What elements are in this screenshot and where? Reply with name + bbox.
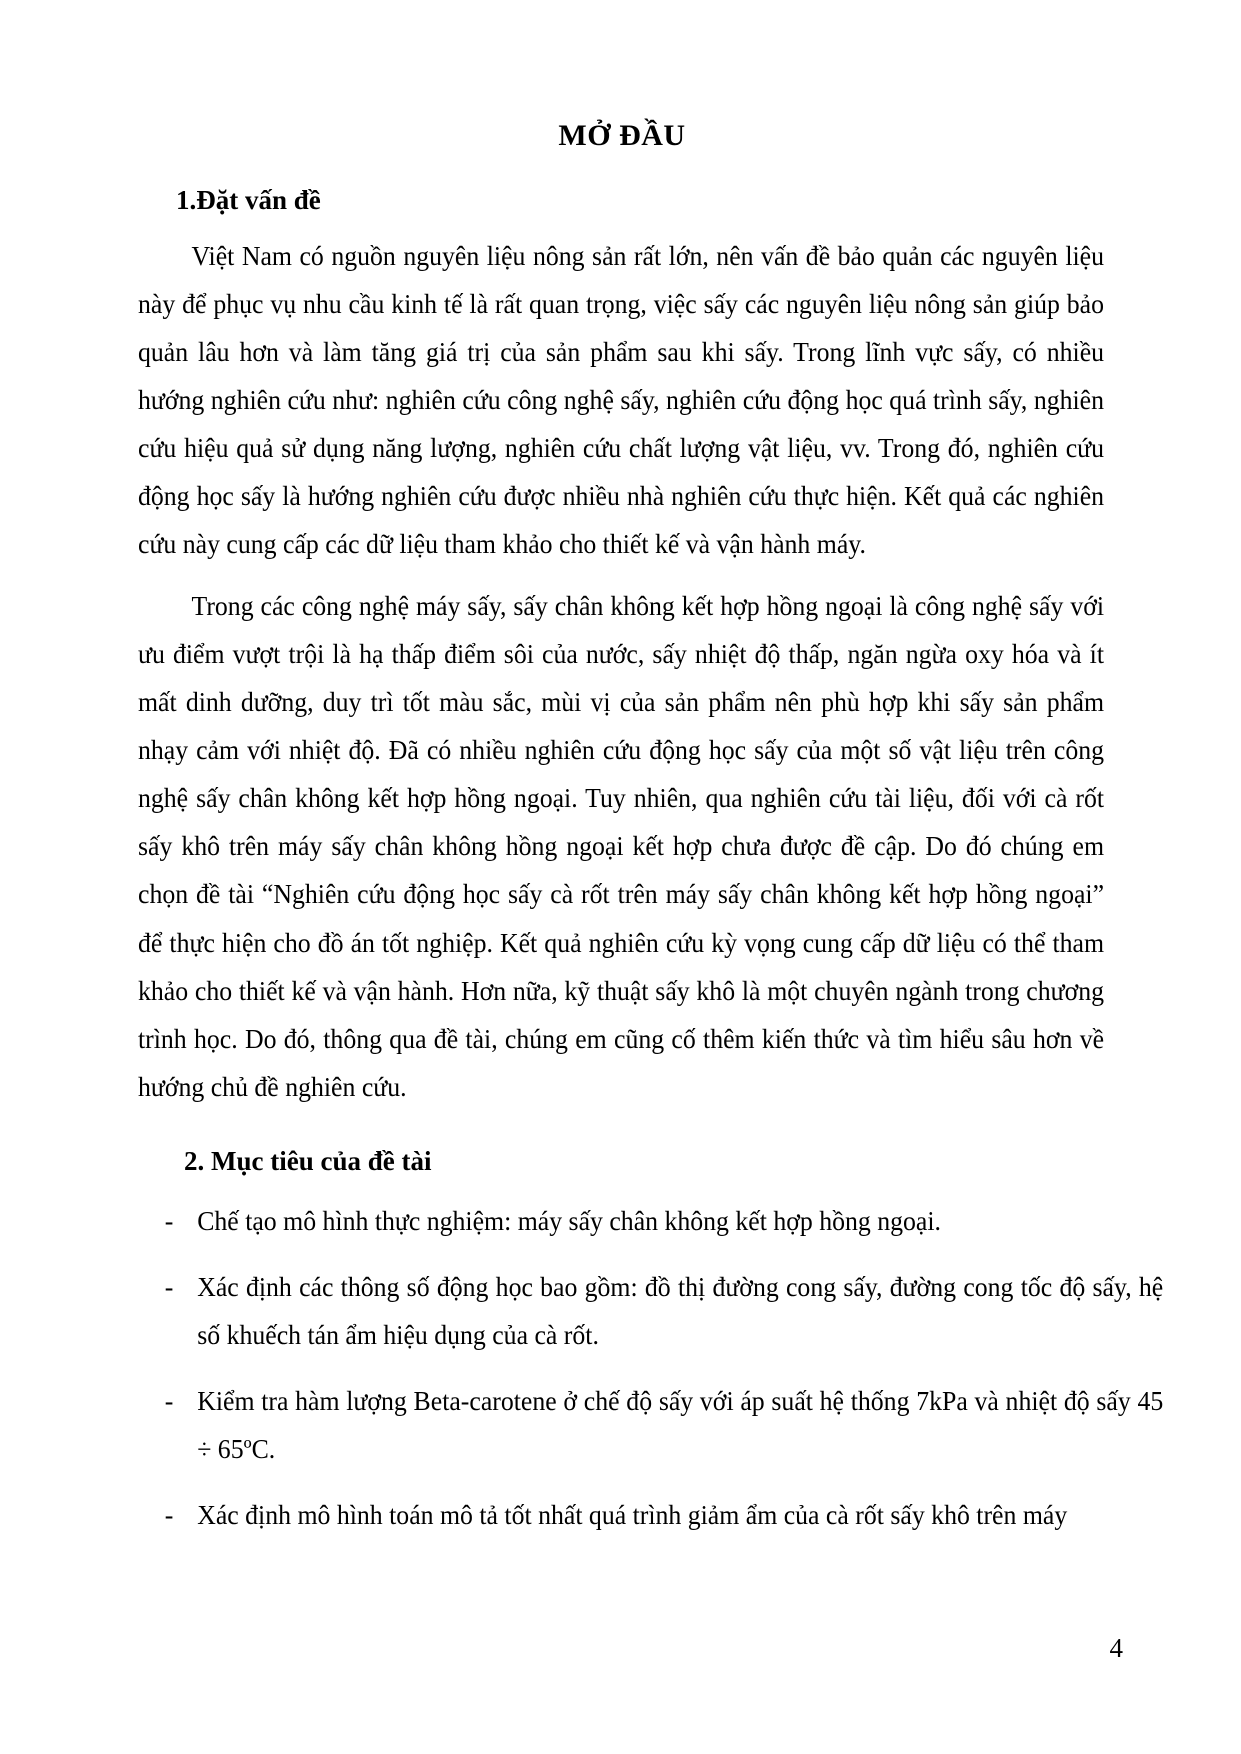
section-heading-problem-statement: 1.Đặt vấn đề xyxy=(176,185,321,215)
bullet-dash-icon: - xyxy=(164,1205,174,1236)
list-item xyxy=(138,1377,1163,1473)
bullet-dash-icon: - xyxy=(164,1271,174,1302)
page-title: MỞ ĐẦU xyxy=(558,119,686,152)
page-number: 4 xyxy=(1109,1633,1123,1663)
list-item xyxy=(138,1491,1163,1539)
bullet-dash-icon: - xyxy=(164,1499,174,1530)
bullet-dash-icon: - xyxy=(164,1385,174,1416)
page-content xyxy=(138,118,1164,1557)
section-heading-objectives: 2. Mục tiêu của đề tài xyxy=(184,1145,432,1176)
paragraph-2: Trong các công nghệ máy sấy, sấy chân không kết hợp hồng ngoại là công nghệ sấy với ưu điểm vượt trội là hạ thấp điểm sôi của nước, sấy nhiệt độ thấp, ngăn ngừa oxy hóa và ít mất dinh dưỡng, duy trì tốt màu sắc, mùi vị của sản phẩm nên phù hợp khi sấy sản phẩm nhạy cảm với nhiệt độ. Đã có nhiều nghiên cứu động học sấy của một số vật liệu trên công nghệ sấy chân không kết hợp hồng ngoại. Tuy nhiên, qua nghiên cứu tài liệu, đối với cà rốt sấy khô trên máy sấy chân không hồng ngoại kết hợp chưa được đề cập. Do đó chúng em chọn đề tài “Nghiên cứu động học sấy cà rốt trên máy sấy chân không kết hợp hồng ngoại” để thực hiện cho đồ án tốt nghiệp. Kết quả nghiên cứu kỳ vọng cung cấp dữ liệu có thể tham khảo cho thiết kế và vận hành. Hơn nữa, kỹ thuật sấy khô là một chuyên ngành trong chương trình học. Do đó, thông qua đề tài, chúng em cũng cố thêm kiến thức và tìm hiểu sâu hơn về hướng chủ đề nghiên cứu. xyxy=(138,591,1105,1102)
list-item-text: Kiểm tra hàm lượng Beta-carotene ở chế độ sấy với áp suất hệ thống 7kPa và nhiệt độ sấy 45 ÷ 65ºC. xyxy=(197,1385,1164,1464)
list-item-text: Xác định mô hình toán mô tả tốt nhất quá trình giảm ẩm của cà rốt sấy khô trên máy xyxy=(197,1499,1068,1530)
objectives-list xyxy=(138,1197,1164,1539)
list-item xyxy=(138,1263,1163,1359)
paragraph-1: Việt Nam có nguồn nguyên liệu nông sản rất lớn, nên vấn đề bảo quản các nguyên liệu này để phục vụ nhu cầu kinh tế là rất quan trọng, việc sấy các nguyên liệu nông sản giúp bảo quản lâu hơn và làm tăng giá trị của sản phẩm sau khi sấy. Trong lĩnh vực sấy, có nhiều hướng nghiên cứu như: nghiên cứu công nghệ sấy, nghiên cứu động học quá trình sấy, nghiên cứu hiệu quả sử dụng năng lượng, nghiên cứu chất lượng vật liệu, vv. Trong đó, nghiên cứu động học sấy là hướng nghiên cứu được nhiều nhà nghiên cứu thực hiện. Kết quả các nghiên cứu này cung cấp các dữ liệu tham khảo cho thiết kế và vận hành máy. xyxy=(138,240,1105,560)
list-item-text: Chế tạo mô hình thực nghiệm: máy sấy chân không kết hợp hồng ngoại. xyxy=(197,1205,941,1236)
list-item xyxy=(138,1197,1163,1245)
list-item-text: Xác định các thông số động học bao gồm: đồ thị đường cong sấy, đường cong tốc độ sấy, hệ số khuếch tán ẩm hiệu dụng của cà rốt. xyxy=(197,1271,1164,1350)
